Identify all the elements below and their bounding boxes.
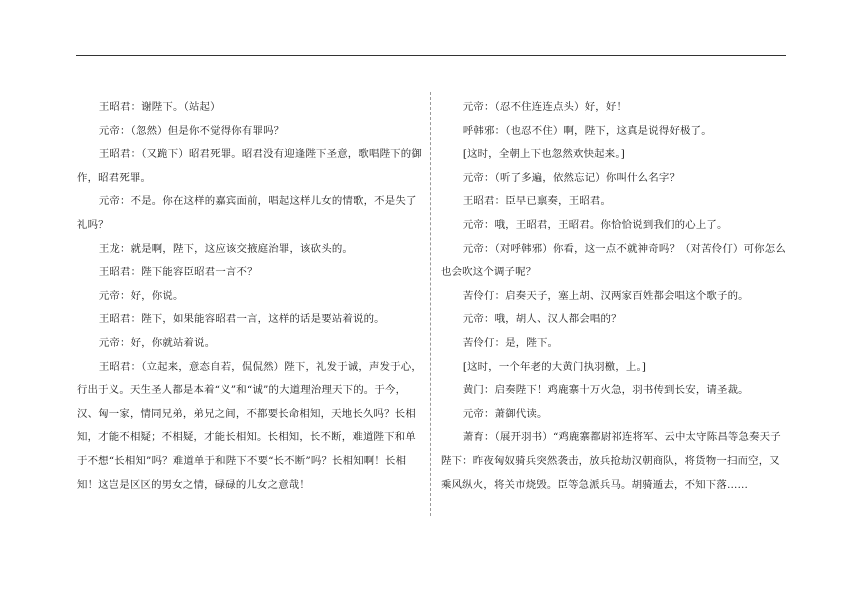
- script-line: 元帝：（忍不住连连点头）好，好！: [462, 101, 628, 113]
- script-line: 元帝：好，你说。: [98, 289, 184, 302]
- script-line: 元帝：（听了多遍，依然忘记）你叫什么名字？: [462, 171, 681, 184]
- stage-direction: [这时，一个年老的大黄门执羽檄，上。]: [462, 360, 647, 373]
- column-divider: [430, 92, 431, 516]
- script-line: 黄门：启奏陛下！鸡鹿寨十万火急，羽书传到长安，请圣裁。: [462, 384, 749, 397]
- script-line: 元帝：萧御代读。: [462, 407, 548, 420]
- script-line: 元帝：哦，胡人、汉人都会唱的？: [462, 313, 622, 326]
- script-line: 王龙：就是啊，陛下，这应该交掖庭治罪，该砍头的。: [98, 242, 354, 255]
- script-line: 苦伶仃：是，陛下。: [462, 336, 559, 349]
- script-line: 元帝：好，你就站着说。: [98, 336, 216, 349]
- script-line: 元帝：不是。你在这样的嘉宾面前，唱起这样儿女的情歌，不是失了礼吗？: [77, 195, 417, 231]
- script-line: 苦伶仃：启奏天子，塞上胡、汉两家百姓都会唱这个歌子的。: [462, 289, 749, 302]
- left-column: [77, 96, 422, 497]
- stage-direction: [这时，全朝上下也忽然欢快起来。]: [462, 148, 625, 161]
- right-column: [441, 96, 786, 497]
- script-line: 萧育：（展开羽书）“鸡鹿寨都尉祁连将军、云中太守陈昌等急奏天子陛下：昨夜匈奴骑兵突然袭击，放兵抢劫汉朝商队，将货物一扫而空，又乘风纵火，将关市烧毁。臣等急派兵马。胡骑遁去，不知下落……: [441, 431, 781, 491]
- script-line: 王昭君：臣早已禀奏，王昭君。: [462, 195, 612, 208]
- script-line: 呼韩邪：（也忍不住）啊，陛下，这真是说得好极了。: [462, 124, 712, 137]
- script-line: 元帝：哦，王昭君，王昭君。你恰恰说到我们的心上了。: [462, 218, 728, 231]
- script-line: 王昭君：谢陛下。（站起）: [98, 101, 221, 113]
- script-line: 王昭君：陛下能容臣昭君一言不？: [98, 266, 258, 279]
- script-line: 元帝：（忽然）但是你不觉得你有罪吗？: [98, 124, 285, 137]
- script-line: 王昭君：（立起来，意态自若，侃侃然）陛下，礼发于诚，声发于心，行出于义。天生圣人都是本着“义”和“诚”的大道理治理天下的。于今，汉、匈一家，情同兄弟，弟兄之间，不都要长命相知，天地长久吗？长相知，才能不相疑；不相疑，才能长相知。长相知，长不断，难道陛下和单于不想“长相知”吗？难道单于和陛下不要“长不断”吗？长相知啊！长相知！这岂是区区的男女之情，碌碌的儿女之意哉！: [77, 360, 422, 491]
- script-line: 元帝：（对呼韩邪）你看，这一点不就神奇吗？（对苦伶仃）可你怎么也会吹这个调子呢？: [441, 242, 786, 279]
- script-line: 王昭君：陛下，如果能容昭君一言，这样的话是要站着说的。: [98, 313, 385, 326]
- script-line: 王昭君：（又跪下）昭君死罪。昭君没有迎逢陛下圣意，歌唱陛下的御作，昭君死罪。: [77, 148, 422, 184]
- header-rule: [76, 55, 786, 56]
